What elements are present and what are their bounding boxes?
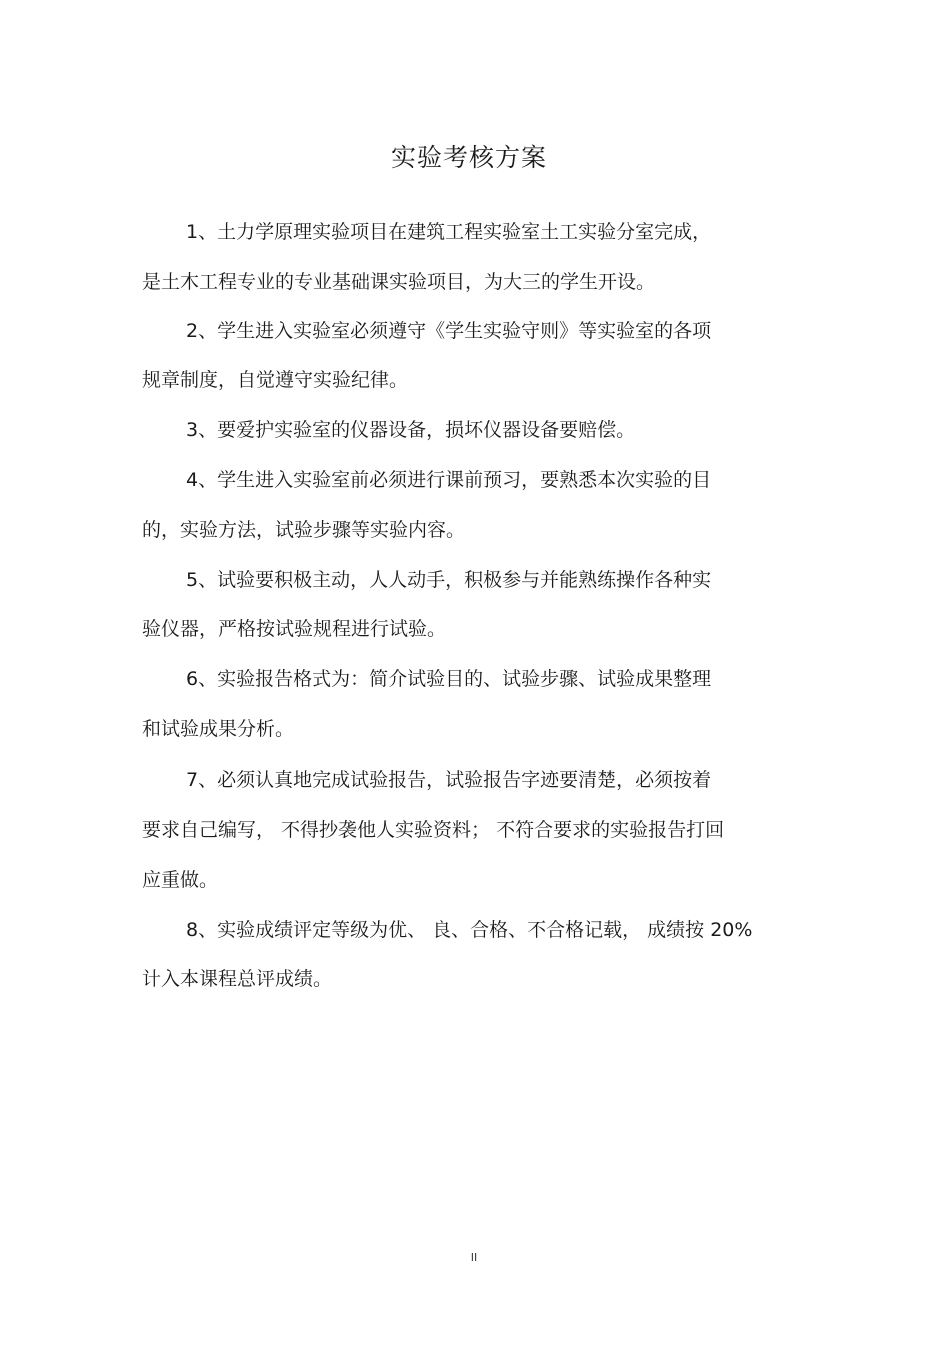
item-1-line-1: 1、土力学原理实验项目在建筑工程实验室土工实验分室完成， <box>186 221 712 243</box>
item-5-line-1: 5、试验要积极主动，人人动手，积极参与并能熟练操作各种实 <box>186 569 712 591</box>
item-2-line-1: 2、学生进入实验室必须遵守《学生实验守则》等实验室的各项 <box>186 320 712 342</box>
item-7-line-2: 要求自己编写， 不得抄袭他人实验资料； 不符合要求的实验报告打回 <box>142 819 725 841</box>
item-4-line-1: 4、学生进入实验室前必须进行课前预习，要熟悉本次实验的目 <box>186 469 712 491</box>
item-7-line-3: 应重做。 <box>142 869 219 891</box>
item-7-line-1: 7、必须认真地完成试验报告，试验报告字迹要清楚，必须按着 <box>186 769 712 791</box>
item-3-line-1: 3、要爱护实验室的仪器设备，损坏仪器设备要赔偿。 <box>186 419 636 441</box>
item-8-line-1: 8、实验成绩评定等级为优、 良、合格、不合格记载， 成绩按 20% <box>186 919 753 941</box>
item-6-line-2: 和试验成果分析。 <box>142 718 295 740</box>
item-8-line-2: 计入本课程总评成绩。 <box>142 968 333 990</box>
item-2-line-2: 规章制度，自觉遵守实验纪律。 <box>142 369 409 391</box>
item-5-line-2: 验仪器，严格按试验规程进行试验。 <box>142 618 447 640</box>
page-number: II <box>470 1251 478 1264</box>
page-title: 实验考核方案 <box>390 143 547 172</box>
item-6-line-1: 6、实验报告格式为：简介试验目的、试验步骤、试验成果整理 <box>186 668 712 690</box>
item-1-line-2: 是土木工程专业的专业基础课实验项目，为大三的学生开设。 <box>142 271 656 293</box>
item-4-line-2: 的，实验方法，试验步骤等实验内容。 <box>142 519 466 541</box>
